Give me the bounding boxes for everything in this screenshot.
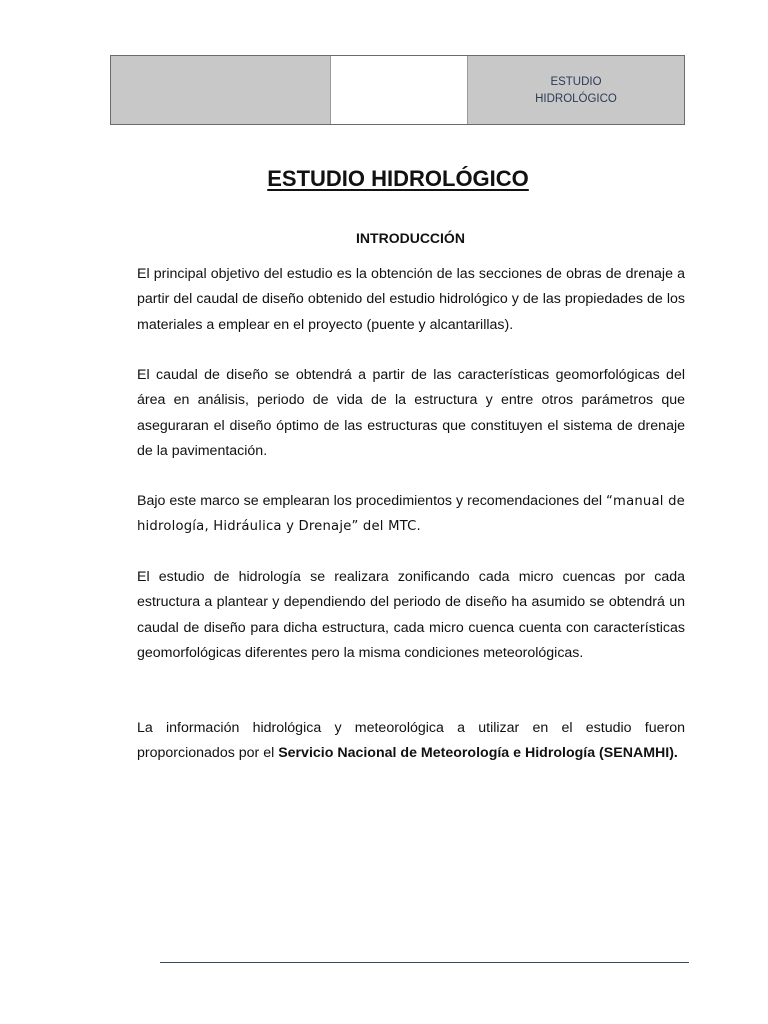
paragraph-data-source: [137, 716, 685, 767]
header-title-line1: ESTUDIO: [550, 76, 602, 88]
section-heading: INTRODUCCIÓN: [356, 230, 465, 246]
paragraph-framework: [137, 489, 685, 540]
manual-reference: “manual de hidrología, Hidráulica y Drenaje” del MTC.: [137, 494, 685, 535]
paragraph-objective: El principal objetivo del estudio es la obtención de las secciones de obras de drenaje a partir del caudal de diseño obtenido del estudio hidrológico y de las propiedades de los materiales a emplear en el proyecto (puente y alcantarillas).: [137, 266, 685, 333]
paragraph-zoning: El estudio de hidrología se realizara zonificando cada micro cuencas por cada estructura a plantear y dependiendo del periodo de diseño ha asumido se obtendrá un caudal de diseño para dicha estructura, cada micro cuenca cuenta con características geomorfológicas diferentes pero la misma condiciones meteorológicas.: [137, 569, 685, 661]
paragraph-design-flow: El caudal de diseño se obtendrá a partir de las características geomorfológicas del área en análisis, periodo de vida de la estructura y entre otros parámetros que aseguraran el diseño óptimo de las estructuras que constituyen el sistema de drenaje de la pavimentación.: [137, 367, 685, 459]
paragraph-data-source-text: La información hidrológica y meteorológica a utilizar en el estudio fueron proporcionados por el: [137, 720, 685, 762]
header-title-line2: HIDROLÓGICO: [535, 93, 617, 105]
header-title-cell: [468, 56, 684, 124]
header-blank-cell: [331, 56, 468, 124]
header-logo-cell: [111, 56, 331, 124]
senamhi-reference: Servicio Nacional de Meteorología e Hidrología (SENAMHI).: [278, 745, 678, 762]
paragraph-framework-text: Bajo este marco se emplearan los procedimientos y recomendaciones del: [137, 493, 603, 509]
footer-divider: [160, 962, 689, 963]
page-title: ESTUDIO HIDROLÓGICO: [267, 166, 529, 191]
document-header: [110, 55, 685, 125]
